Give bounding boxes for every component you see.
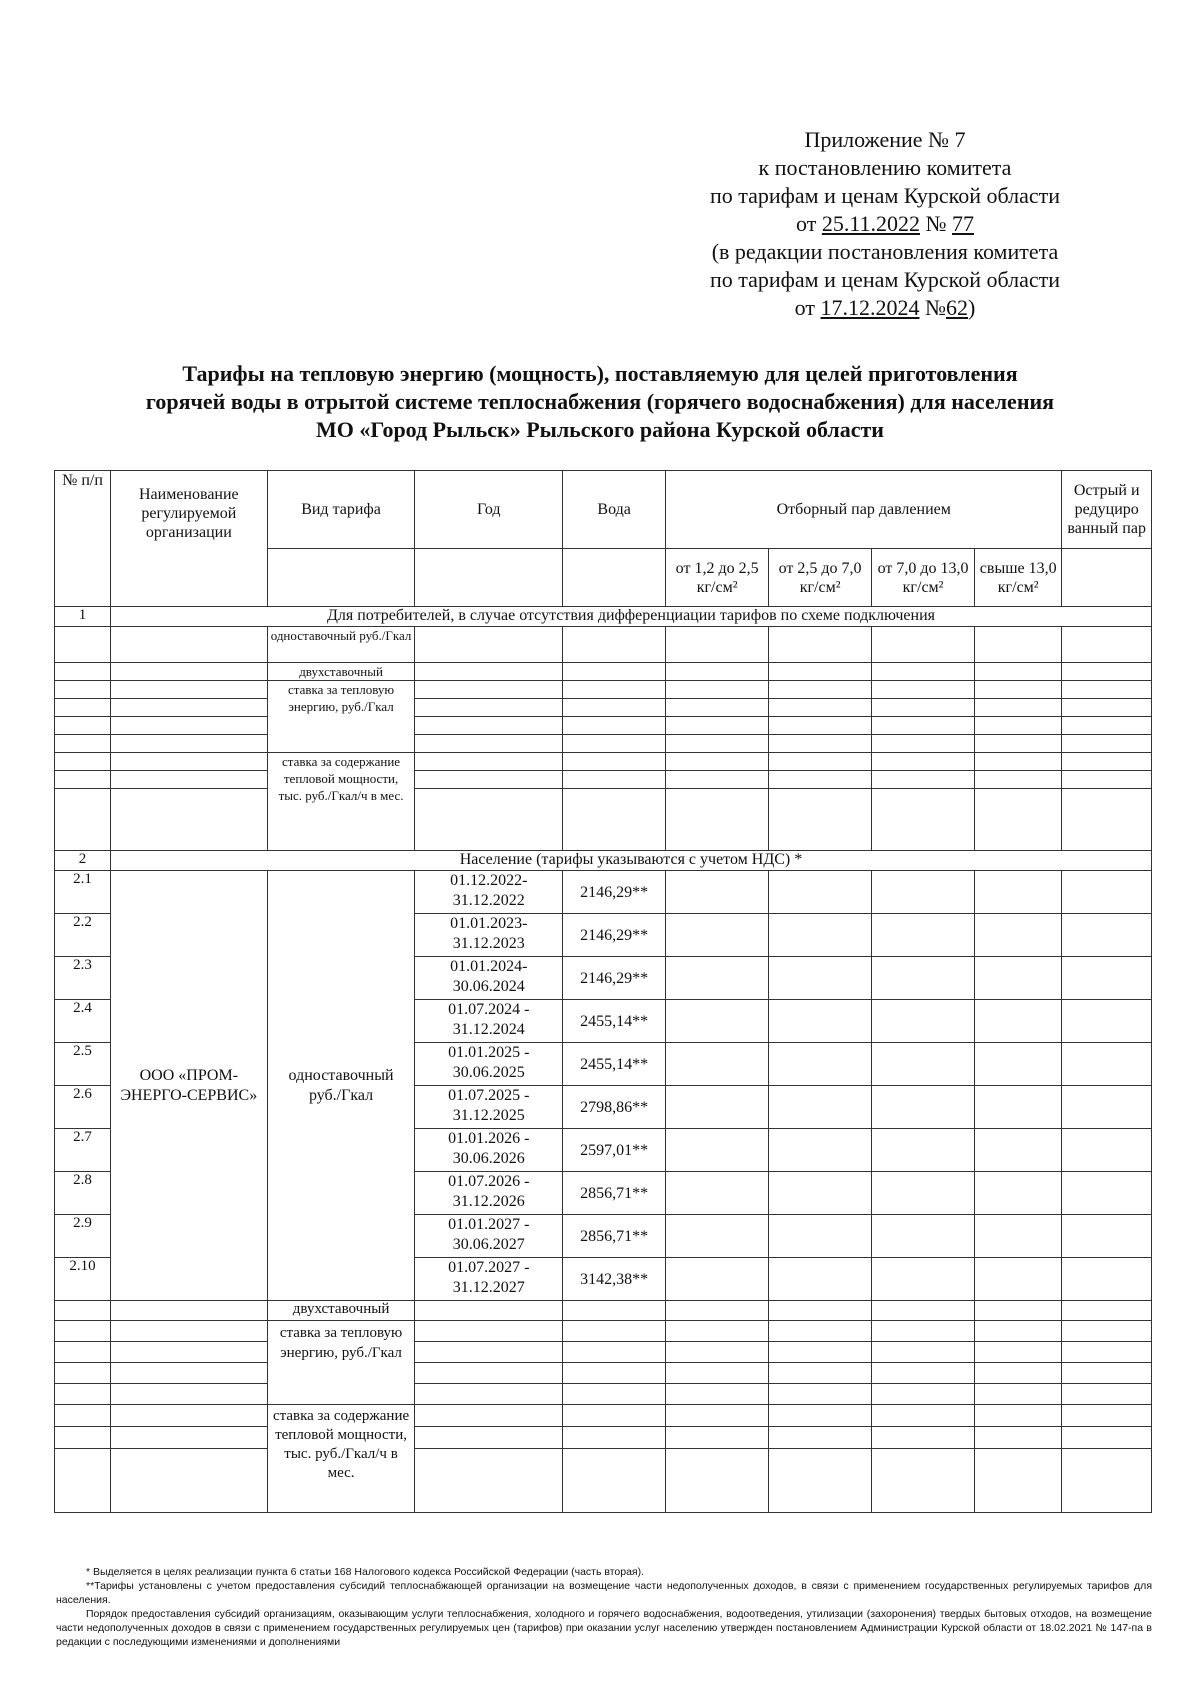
footnote-subsidies: **Тарифы установлены с учетом предоставления субсидий теплоснабжающей организации на возмещение части недополученных доходов, в связи с применением государственных регулируемых тарифов для населения. bbox=[56, 1580, 1152, 1606]
energy-rate: ставка за тепловую энергию, руб./Гкал bbox=[267, 1321, 415, 1405]
appendix-header bbox=[660, 126, 1110, 322]
tariff-period: 01.01.2026 - 30.06.2026 bbox=[415, 1129, 563, 1172]
edition-number: 62 bbox=[946, 295, 968, 320]
resolution-number: 77 bbox=[952, 211, 974, 236]
water-tariff: 2455,14** bbox=[563, 1043, 666, 1086]
header-empty-cell bbox=[563, 549, 666, 607]
closing-paren: ) bbox=[968, 295, 976, 320]
appendix-resolution-line bbox=[660, 210, 1110, 238]
table-row bbox=[55, 1321, 1152, 1342]
row-number: 2.6 bbox=[55, 1086, 111, 1129]
water-tariff: 2455,14** bbox=[563, 1000, 666, 1043]
header-water: Вода bbox=[563, 471, 666, 549]
water-tariff: 2146,29** bbox=[563, 957, 666, 1000]
appendix-line: (в редакции постановления комитета bbox=[711, 239, 1059, 264]
footnote-procedure: Порядок предоставления субсидий организациям, оказывающим услуги теплоснабжения, холодного и горячего водоснабжения, водоотведения, утилизации (захоронения) твердых бытовых отходов, на возмещение части недополученных доходов в связи с применением государственных регулируемых цен (тарифов) при оказании услуг населению утвержден постановлением Администрации Курской области от 18.02.2021 № 147-па в редакции с последующими изменениями и дополнениями bbox=[56, 1608, 1152, 1648]
number-sign: № bbox=[925, 295, 946, 320]
tariff-period: 01.01.2023-31.12.2023 bbox=[415, 914, 563, 957]
tariff-two-part: двухставочный bbox=[267, 1301, 415, 1321]
header-row bbox=[55, 471, 1152, 549]
table-row bbox=[55, 1449, 1152, 1513]
edition-date: 17.12.2024 bbox=[820, 295, 920, 320]
table-row bbox=[55, 1342, 1152, 1363]
water-tariff: 2798,86** bbox=[563, 1086, 666, 1129]
footnote-vat: * Выделяется в целях реализации пункта 6 статьи 168 Налогового кодекса Российской Федерации (часть вторая). bbox=[86, 1566, 645, 1578]
appendix-line: по тарифам и ценам Курской области bbox=[709, 267, 1061, 292]
date-prefix: от bbox=[794, 295, 815, 320]
tariff-period: 01.01.2025 - 30.06.2025 bbox=[415, 1043, 563, 1086]
section-label: Население (тарифы указываются с учетом НДС) * bbox=[110, 851, 1151, 871]
header-empty-cell bbox=[415, 549, 563, 607]
tariff-one-part: одноставочный руб./Гкал bbox=[267, 627, 415, 663]
capacity-rate: ставка за содержание тепловой мощности, тыс. руб./Гкал/ч в мес. bbox=[267, 753, 415, 851]
section-2-row bbox=[55, 851, 1152, 871]
header-pressure-3: от 7,0 до 13,0 кг/см² bbox=[872, 549, 975, 607]
table-row bbox=[55, 627, 1152, 663]
table-row bbox=[55, 1384, 1152, 1405]
water-tariff: 2597,01** bbox=[563, 1129, 666, 1172]
tariff-period: 01.07.2025 - 31.12.2025 bbox=[415, 1086, 563, 1129]
section-label: Для потребителей, в случае отсутствия дифференциации тарифов по схеме подключения bbox=[110, 607, 1151, 627]
resolution-date: 25.11.2022 bbox=[821, 211, 920, 236]
appendix-edition-line bbox=[660, 294, 1110, 322]
table-row bbox=[55, 789, 1152, 851]
tariff-period: 01.07.2024 - 31.12.2024 bbox=[415, 1000, 563, 1043]
header-year: Год bbox=[415, 471, 563, 549]
row-number: 2.1 bbox=[55, 871, 111, 914]
tariff-type: одноставочный руб./Гкал bbox=[267, 871, 415, 1301]
header-num: № п/п bbox=[55, 471, 111, 607]
tariff-two-part: двухставочный bbox=[267, 663, 415, 681]
water-tariff: 2856,71** bbox=[563, 1215, 666, 1258]
energy-rate: ставка за тепловую энергию, руб./Гкал bbox=[267, 681, 415, 753]
water-tariff: 3142,38** bbox=[563, 1258, 666, 1301]
tariff-table bbox=[54, 470, 1152, 1513]
header-sharp-steam: Острый и редуциро ванный пар bbox=[1062, 471, 1152, 549]
tariff-period: 01.01.2027 - 30.06.2027 bbox=[415, 1215, 563, 1258]
row-number: 2.7 bbox=[55, 1129, 111, 1172]
capacity-rate: ставка за содержание тепловой мощности, тыс. руб./Гкал/ч в мес. bbox=[267, 1405, 415, 1513]
row-number: 2.10 bbox=[55, 1258, 111, 1301]
row-number: 2.3 bbox=[55, 957, 111, 1000]
tariff-period: 01.01.2024-30.06.2024 bbox=[415, 957, 563, 1000]
table-row bbox=[55, 699, 1152, 717]
tariff-period: 01.07.2027 - 31.12.2027 bbox=[415, 1258, 563, 1301]
section-number: 2 bbox=[55, 851, 111, 871]
row-number: 2.8 bbox=[55, 1172, 111, 1215]
header-steam: Отборный пар давлением bbox=[666, 471, 1062, 549]
water-tariff: 2146,29** bbox=[563, 914, 666, 957]
header-tariff-type: Вид тарифа bbox=[267, 471, 415, 549]
header-pressure-2: от 2,5 до 7,0 кг/см² bbox=[769, 549, 872, 607]
tariff-row-2-1 bbox=[55, 871, 1152, 914]
section-number: 1 bbox=[55, 607, 111, 627]
table-row bbox=[55, 663, 1152, 681]
table-row bbox=[55, 1301, 1152, 1321]
header-empty-cell bbox=[267, 549, 415, 607]
water-tariff: 2146,29** bbox=[563, 871, 666, 914]
table-row bbox=[55, 1363, 1152, 1384]
number-sign: № bbox=[925, 211, 947, 236]
header-pressure-4: свыше 13,0 кг/см² bbox=[975, 549, 1062, 607]
section-1-row bbox=[55, 607, 1152, 627]
header-empty-cell bbox=[1062, 549, 1152, 607]
header-organization: Наименование регулируемой организации bbox=[110, 471, 267, 607]
tariff-period: 01.07.2026 - 31.12.2026 bbox=[415, 1172, 563, 1215]
row-number: 2.4 bbox=[55, 1000, 111, 1043]
water-tariff: 2856,71** bbox=[563, 1172, 666, 1215]
footnotes bbox=[56, 1565, 1152, 1649]
appendix-line: по тарифам и ценам Курской области bbox=[709, 183, 1061, 208]
table-row bbox=[55, 771, 1152, 789]
tariff-period: 01.12.2022-31.12.2022 bbox=[415, 871, 563, 914]
table-row bbox=[55, 1427, 1152, 1449]
appendix-line: к постановлению комитета bbox=[758, 155, 1012, 180]
table-row bbox=[55, 735, 1152, 753]
table-row bbox=[55, 681, 1152, 699]
document-title: Тарифы на тепловую энергию (мощность), поставляемую для целей приготовления горячей воды в отрытой системе теплоснабжения (горячего водоснабжения) для населения МО «Город Рыльск» Рыльского района Курской области bbox=[145, 361, 1055, 442]
row-number: 2.5 bbox=[55, 1043, 111, 1086]
date-prefix: от bbox=[795, 211, 817, 236]
appendix-number: Приложение № 7 bbox=[804, 127, 966, 152]
row-number: 2.2 bbox=[55, 914, 111, 957]
table-row bbox=[55, 753, 1152, 771]
organization-name: ООО «ПРОМ-ЭНЕРГО-СЕРВИС» bbox=[110, 871, 267, 1301]
table-row bbox=[55, 1405, 1152, 1427]
header-pressure-1: от 1,2 до 2,5 кг/см² bbox=[666, 549, 769, 607]
row-number: 2.9 bbox=[55, 1215, 111, 1258]
table-row bbox=[55, 717, 1152, 735]
